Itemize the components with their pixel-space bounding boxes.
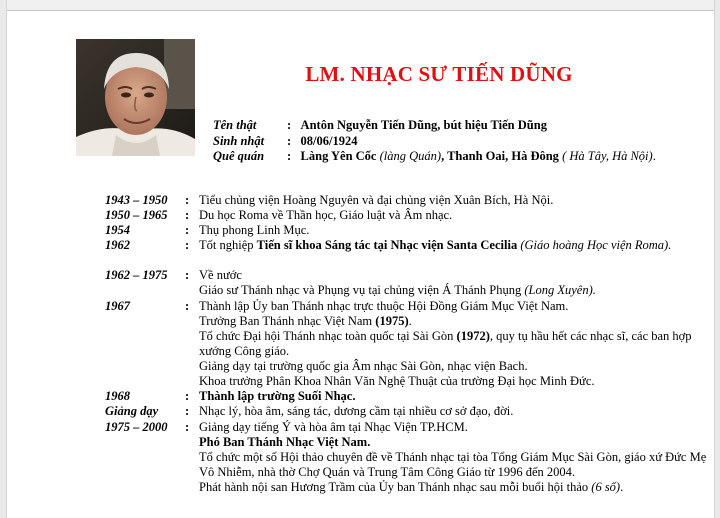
timeline-text: Du học Roma về Thần học, Giáo luật và Âm nhạc. [199, 208, 453, 222]
timeline-year: 1954 [105, 223, 130, 237]
timeline-text: Thành lập trường Suối Nhạc. [199, 389, 356, 403]
page-title: LM. NHẠC SƯ TIẾN DŨNG [305, 62, 573, 86]
window-top-edge [0, 0, 720, 11]
info-label: Sinh nhật [213, 134, 265, 148]
timeline-text: Nhạc lý, hòa âm, sáng tác, dương cầm tại nhiều cơ sở đạo, đời. [199, 404, 514, 418]
portrait-photo [76, 39, 195, 156]
timeline-year: 1962 – 1975 [105, 268, 168, 282]
timeline-year: Giảng dạy [105, 404, 159, 418]
timeline-text: Giáo sư Thánh nhạc và Phụng vụ tại chủng viện Á Thánh Phụng (Long Xuyên). [199, 283, 596, 297]
timeline-text: Khoa trưởng Phân Khoa Nhân Văn Nghệ Thuật của trường Đại học Minh Đức. [199, 374, 595, 388]
timeline-text: Tổ chức Đại hội Thánh nhạc toàn quốc tại Sài Gòn (1972), quy tụ hầu hết các nhạc sĩ, các ban hợp xướng Công giáo. [199, 329, 692, 358]
timeline-text: Về nước [199, 268, 242, 282]
timeline-text: Thụ phong Linh Mục. [199, 223, 310, 237]
timeline-year: 1950 – 1965 [105, 208, 168, 222]
info-label: Quê quán [213, 149, 265, 163]
timeline-year: 1962 [105, 238, 130, 252]
window-left-edge [0, 0, 7, 518]
timeline-text: Giảng dạy tiếng Ý và hòa âm tại Nhạc Viện TP.HCM. [199, 420, 468, 434]
timeline-text: Phát hành nội san Hương Trầm của Ủy ban Thánh nhạc sau mỗi buổi hội thảo (6 số). [199, 480, 624, 494]
timeline-text: Phó Ban Thánh Nhạc Việt Nam. [199, 435, 371, 449]
timeline-year: 1967 [105, 299, 130, 313]
window-right-edge [714, 0, 720, 518]
info-hometown: Quê quán : Làng Yên Cốc (làng Quán), Thanh Oai, Hà Đông ( Hà Tây, Hà Nội). [213, 149, 656, 163]
timeline-text: Trưởng Ban Thánh nhạc Việt Nam (1975). [199, 314, 412, 328]
info-label: Tên thật [213, 118, 257, 132]
timeline-text: Tốt nghiệp Tiến sĩ khoa Sáng tác tại Nhạc viện Santa Cecilia (Giáo hoàng Học viện Roma). [199, 238, 672, 252]
timeline-text: Thành lập Ủy ban Thánh nhạc trực thuộc Hội Đồng Giám Mục Việt Nam. [199, 299, 569, 313]
timeline-year: 1975 – 2000 [105, 420, 168, 434]
timeline-year: 1968 [105, 389, 130, 403]
info-real-name: Tên thật : Antôn Nguyễn Tiến Dũng, bút hiệu Tiến Dũng [213, 118, 547, 132]
info-value: Antôn Nguyễn Tiến Dũng, bút hiệu Tiến Dũng [300, 118, 547, 132]
timeline-year: 1943 – 1950 [105, 193, 168, 207]
info-value: 08/06/1924 [300, 134, 358, 148]
timeline-text: Tiểu chủng viện Hoàng Nguyên và đại chủng viện Xuân Bích, Hà Nội. [199, 193, 554, 207]
timeline-text: Giảng dạy tại trường quốc gia Âm nhạc Sài Gòn, nhạc viện Bach. [199, 359, 528, 373]
info-birthdate: Sinh nhật : 08/06/1924 [213, 134, 358, 148]
timeline-text: Tổ chức một số Hội thảo chuyên đề về Thánh nhạc tại tòa Tổng Giám Mục Sài Gòn, giáo xứ Đức Mẹ Vô Nhiễm, nhà thờ Chợ Quán và Trung Tâm Công Giáo từ 1996 đến 2004. [199, 450, 707, 479]
